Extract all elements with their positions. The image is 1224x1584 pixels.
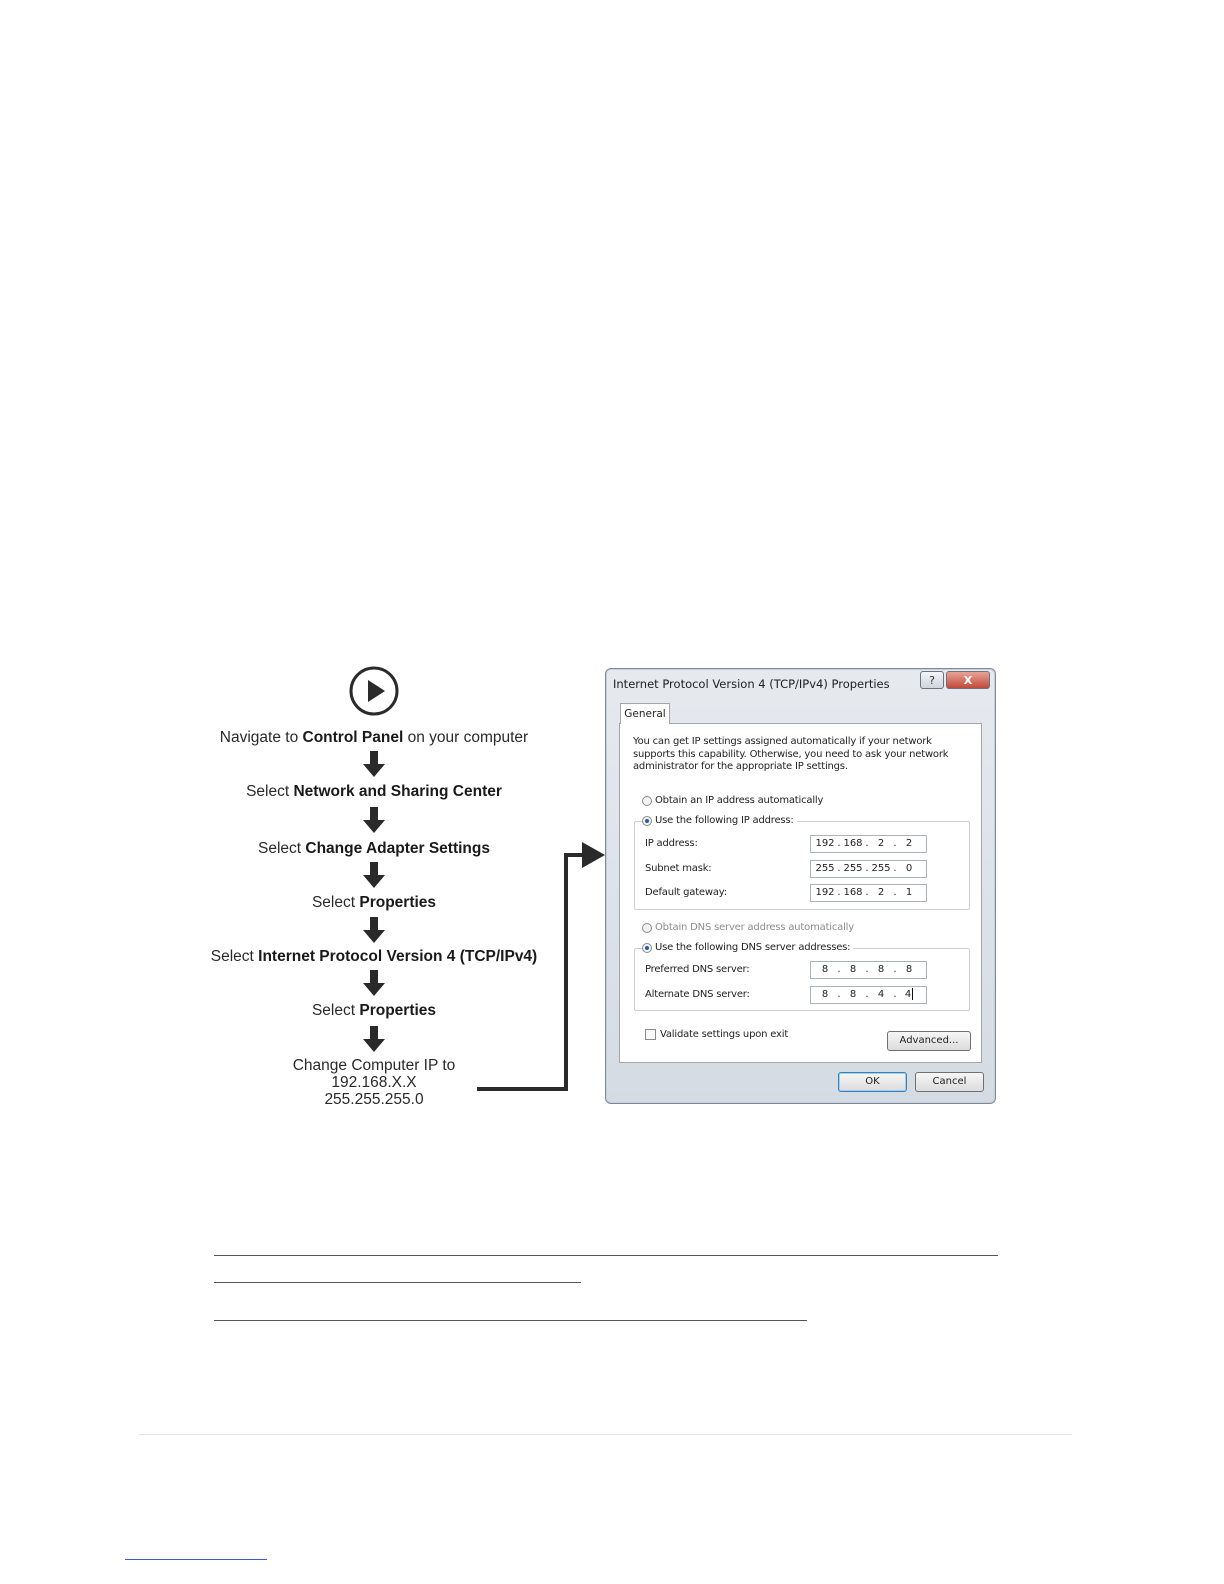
final-step-line-3: 255.255.255.0 [324, 1091, 424, 1108]
octet: 168 [843, 887, 863, 898]
dialog-title: Internet Protocol Version 4 (TCP/IPv4) Properties [613, 677, 890, 691]
step-6-bold: Properties [359, 1002, 437, 1019]
step-2-prefix: Select [246, 783, 294, 800]
cancel-button[interactable]: Cancel [915, 1072, 984, 1092]
step-1-bold: Control Panel [302, 729, 404, 746]
down-arrow-icon [363, 751, 385, 777]
tab-general[interactable]: General [620, 703, 670, 724]
ipv4-properties-dialog [605, 668, 996, 1104]
radio-on-icon [642, 816, 652, 826]
step-4-prefix: Select [311, 894, 360, 911]
preferred-dns-row [645, 961, 961, 979]
octet: 255 [843, 863, 863, 874]
default-gateway-input[interactable]: 192 . 168 . 2 . 1 [810, 884, 927, 902]
validate-settings-checkbox[interactable] [645, 1029, 788, 1040]
radio-use-following-dns[interactable] [642, 942, 853, 953]
alternate-dns-label: Alternate DNS server: [645, 989, 750, 1000]
subnet-mask-row [645, 860, 961, 878]
step-5-bold: Internet Protocol Version 4 (TCP/IPv4) [258, 948, 538, 965]
subnet-mask-input[interactable]: 255 . 255 . 255 . 0 [810, 860, 927, 878]
preferred-dns-label: Preferred DNS server: [645, 964, 750, 975]
flow-step-1 [174, 729, 574, 747]
octet: 192 [815, 887, 835, 898]
close-button[interactable]: X [946, 671, 990, 689]
octet: 1 [905, 887, 913, 898]
blank-line [214, 1282, 581, 1283]
down-arrow-icon [363, 917, 385, 943]
radio-off-icon [642, 796, 652, 806]
octet: 8 [849, 964, 857, 975]
octet: 168 [843, 838, 863, 849]
ok-button[interactable]: OK [838, 1072, 907, 1092]
step-3-bold: Change Adapter Settings [305, 840, 490, 857]
radio-obtain-ip-auto[interactable] [642, 795, 823, 806]
default-gateway-row [645, 884, 961, 902]
ip-address-label: IP address: [645, 838, 698, 849]
radio-obtain-dns-label: Obtain DNS server address automatically [655, 922, 854, 933]
footer-link-underline[interactable] [125, 1559, 267, 1560]
step-6-prefix: Select [311, 1002, 360, 1019]
ip-address-row [645, 835, 961, 853]
footer-divider [139, 1434, 1072, 1435]
checkbox-icon [645, 1029, 656, 1040]
help-button[interactable]: ? [920, 671, 944, 689]
general-panel [619, 723, 982, 1063]
final-step-line-1: Change Computer IP to [292, 1057, 456, 1074]
octet: 2 [877, 887, 885, 898]
radio-use-following-ip[interactable] [642, 815, 797, 826]
octet: 4 [904, 989, 912, 1000]
radio-on-icon [642, 943, 652, 953]
octet: 0 [905, 863, 913, 874]
intro-text: You can get IP settings assigned automatically if your network supports this capability. Otherwise, you need to ask your network administrator for the appropriate IP settings. [633, 736, 949, 772]
octet: 4 [877, 989, 885, 1000]
step-1-suffix: on your computer [403, 729, 529, 746]
down-arrow-icon [363, 862, 385, 888]
octet: 8 [821, 989, 829, 1000]
down-arrow-icon [363, 807, 385, 833]
octet: 255 [815, 863, 835, 874]
ip-address-input[interactable]: 192 . 168 . 2 . 2 [810, 835, 927, 853]
step-2-bold: Network and Sharing Center [293, 783, 502, 800]
octet: 255 [871, 863, 891, 874]
preferred-dns-input[interactable]: 8 . 8 . 8 . 8 [810, 961, 927, 979]
octet: 8 [905, 964, 913, 975]
radio-obtain-dns-auto[interactable] [642, 922, 854, 933]
step-5-prefix: Select [210, 948, 259, 965]
alternate-dns-row [645, 986, 961, 1004]
step-1-prefix: Navigate to [219, 729, 303, 746]
text-cursor [912, 988, 913, 1000]
flow-step-2 [174, 783, 574, 801]
down-arrow-icon [363, 1026, 385, 1052]
ip-settings-group [634, 821, 970, 910]
radio-use-ip-label: Use the following IP address: [655, 815, 794, 826]
advanced-button[interactable]: Advanced... [887, 1031, 971, 1051]
octet: 2 [877, 838, 885, 849]
radio-use-dns-label: Use the following DNS server addresses: [655, 942, 851, 953]
final-step-line-2: 192.168.X.X [331, 1074, 417, 1091]
octet: 8 [877, 964, 885, 975]
validate-settings-label: Validate settings upon exit [660, 1029, 789, 1040]
play-icon [349, 666, 399, 716]
step-4-bold: Properties [359, 894, 437, 911]
octet: 192 [815, 838, 835, 849]
octet: 2 [905, 838, 913, 849]
radio-obtain-ip-label: Obtain an IP address automatically [655, 795, 824, 806]
step-3-prefix: Select [258, 840, 306, 857]
default-gateway-label: Default gateway: [645, 887, 727, 898]
subnet-mask-label: Subnet mask: [645, 863, 712, 874]
blank-line [214, 1255, 998, 1256]
alternate-dns-input[interactable]: 8 . 8 . 4 . 4 [810, 986, 927, 1004]
octet: 8 [821, 964, 829, 975]
radio-off-icon [642, 923, 652, 933]
blank-line [214, 1320, 807, 1321]
octet: 8 [849, 989, 857, 1000]
dns-settings-group [634, 948, 970, 1011]
down-arrow-icon [363, 970, 385, 996]
